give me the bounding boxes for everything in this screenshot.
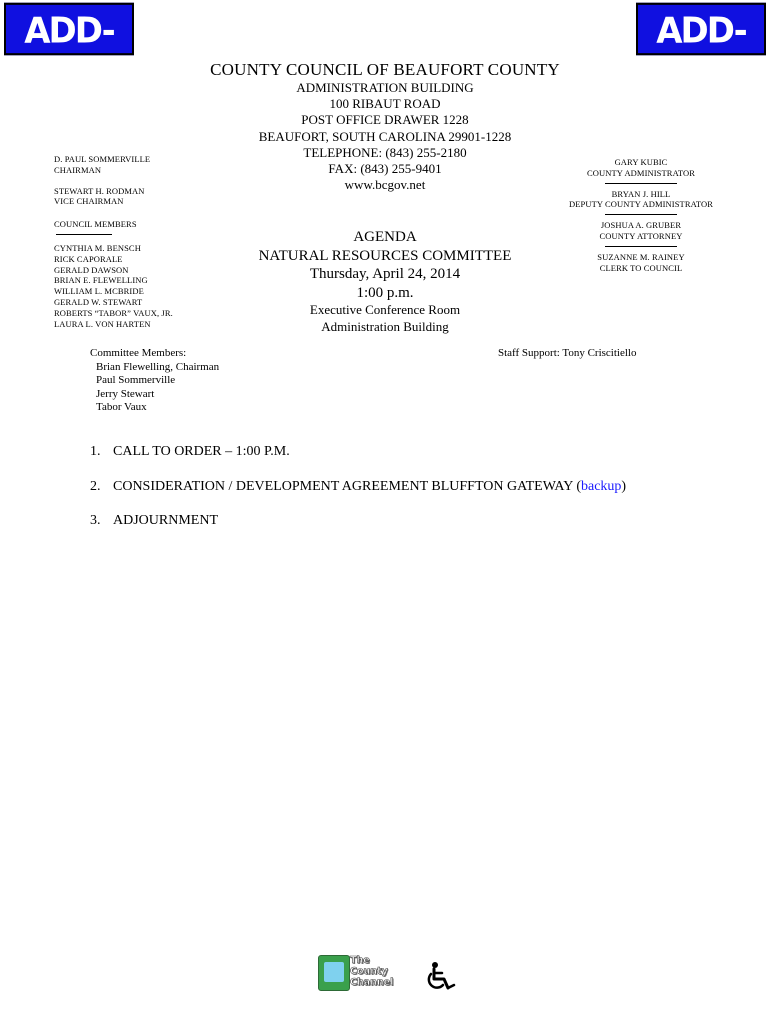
divider — [56, 234, 112, 235]
meeting-building: Administration Building — [321, 318, 449, 334]
committee-member: Brian Flewelling, Chairman — [96, 360, 220, 373]
backup-link[interactable]: backup — [580, 479, 622, 494]
council-members-heading: COUNCIL MEMBERS — [54, 219, 137, 230]
agenda-item — [90, 479, 626, 495]
agenda-item — [90, 444, 290, 460]
item-number: 2. — [90, 479, 101, 494]
committee-member: Jerry Stewart — [96, 387, 155, 400]
county-channel-logo-mark — [318, 955, 350, 991]
official-name: BRYAN J. HILL — [611, 188, 671, 199]
meeting-room: Executive Conference Room — [309, 302, 461, 317]
address-po-box: POST OFFICE DRAWER 1228 — [301, 112, 469, 128]
official-name: SUZANNE M. RAINEY — [597, 251, 685, 262]
item-text-suffix: ) — [621, 479, 627, 494]
item-text: CALL TO ORDER – 1:00 P.M. — [113, 444, 290, 459]
item-text: ADJOURNMENT — [113, 513, 218, 528]
wheelchair-accessibility-icon — [424, 961, 458, 991]
chairman-name: D. PAUL SOMMERVILLE — [54, 154, 151, 164]
vice-chairman-title: VICE CHAIRMAN — [54, 196, 124, 207]
item-number: 3. — [90, 513, 101, 528]
item-text: CONSIDERATION / DEVELOPMENT AGREEMENT BLUFFTON GATEWAY ( — [113, 479, 581, 494]
council-title: COUNTY COUNCIL OF BEAUFORT COUNTY — [210, 60, 560, 79]
vice-chairman-name: STEWART H. RODMAN — [54, 185, 145, 196]
logo-line: Channel — [350, 977, 394, 988]
committee-name: NATURAL RESOURCES COMMITTEE — [258, 247, 512, 264]
council-member: GERALD W. STEWART — [54, 296, 143, 307]
council-member: WILLIAM L. MCBRIDE — [54, 286, 144, 297]
staff-officials-list — [560, 157, 722, 273]
committee-members — [90, 347, 219, 415]
address-city: BEAUFORT, SOUTH CAROLINA 29901-1228 — [258, 128, 512, 144]
committee-member: Tabor Vaux — [96, 401, 147, 414]
official-title: DEPUTY COUNTY ADMINISTRATOR — [568, 199, 714, 210]
county-channel-logo-text — [350, 955, 392, 988]
logo-line: The — [350, 955, 370, 966]
address-building: ADMINISTRATION BUILDING — [296, 80, 474, 95]
official-title: COUNTY ATTORNEY — [599, 230, 683, 241]
add-ons-badge-right: ADD-ONS — [636, 3, 766, 56]
divider — [605, 214, 677, 215]
meeting-date: Thursday, April 24, 2014 — [309, 266, 461, 282]
council-officials-list — [54, 154, 173, 329]
logo-line: County — [350, 966, 388, 977]
council-member: GERALD DAWSON — [54, 264, 129, 275]
agenda-item — [90, 513, 218, 529]
council-header — [200, 60, 570, 193]
official-title: COUNTY ADMINISTRATOR — [586, 167, 696, 178]
agenda-label: AGENDA — [353, 229, 417, 245]
item-number: 1. — [90, 444, 101, 459]
divider — [605, 183, 677, 184]
official-name: GARY KUBIC — [614, 157, 668, 167]
council-member: RICK CAPORALE — [54, 253, 123, 264]
add-ons-badge-left: ADD-ONS — [4, 3, 134, 56]
official-title: CLERK TO COUNCIL — [599, 262, 683, 273]
official-name: JOSHUA A. GRUBER — [600, 220, 682, 231]
chairman-title: CHAIRMAN — [54, 164, 102, 175]
council-member: LAURA L. VON HARTEN — [54, 318, 151, 329]
telephone: TELEPHONE: (843) 255-2180 — [303, 144, 467, 160]
council-member: ROBERTS “TABOR” VAUX, JR. — [54, 307, 173, 318]
council-member: BRIAN E. FLEWELLING — [54, 275, 148, 286]
fax: FAX: (843) 255-9401 — [328, 161, 442, 177]
committee-member: Paul Sommerville — [96, 374, 176, 387]
committee-members-label: Committee Members: — [90, 347, 187, 359]
address-street: 100 RIBAUT ROAD — [329, 96, 441, 112]
county-channel-logo — [318, 955, 392, 991]
website-link[interactable]: www.bcgov.net — [344, 177, 426, 193]
agenda-header — [200, 228, 570, 335]
divider — [605, 246, 677, 247]
meeting-time: 1:00 p.m. — [356, 284, 414, 301]
council-member: CYNTHIA M. BENSCH — [54, 242, 141, 253]
staff-support: Staff Support: Tony Criscitiello — [498, 347, 637, 359]
